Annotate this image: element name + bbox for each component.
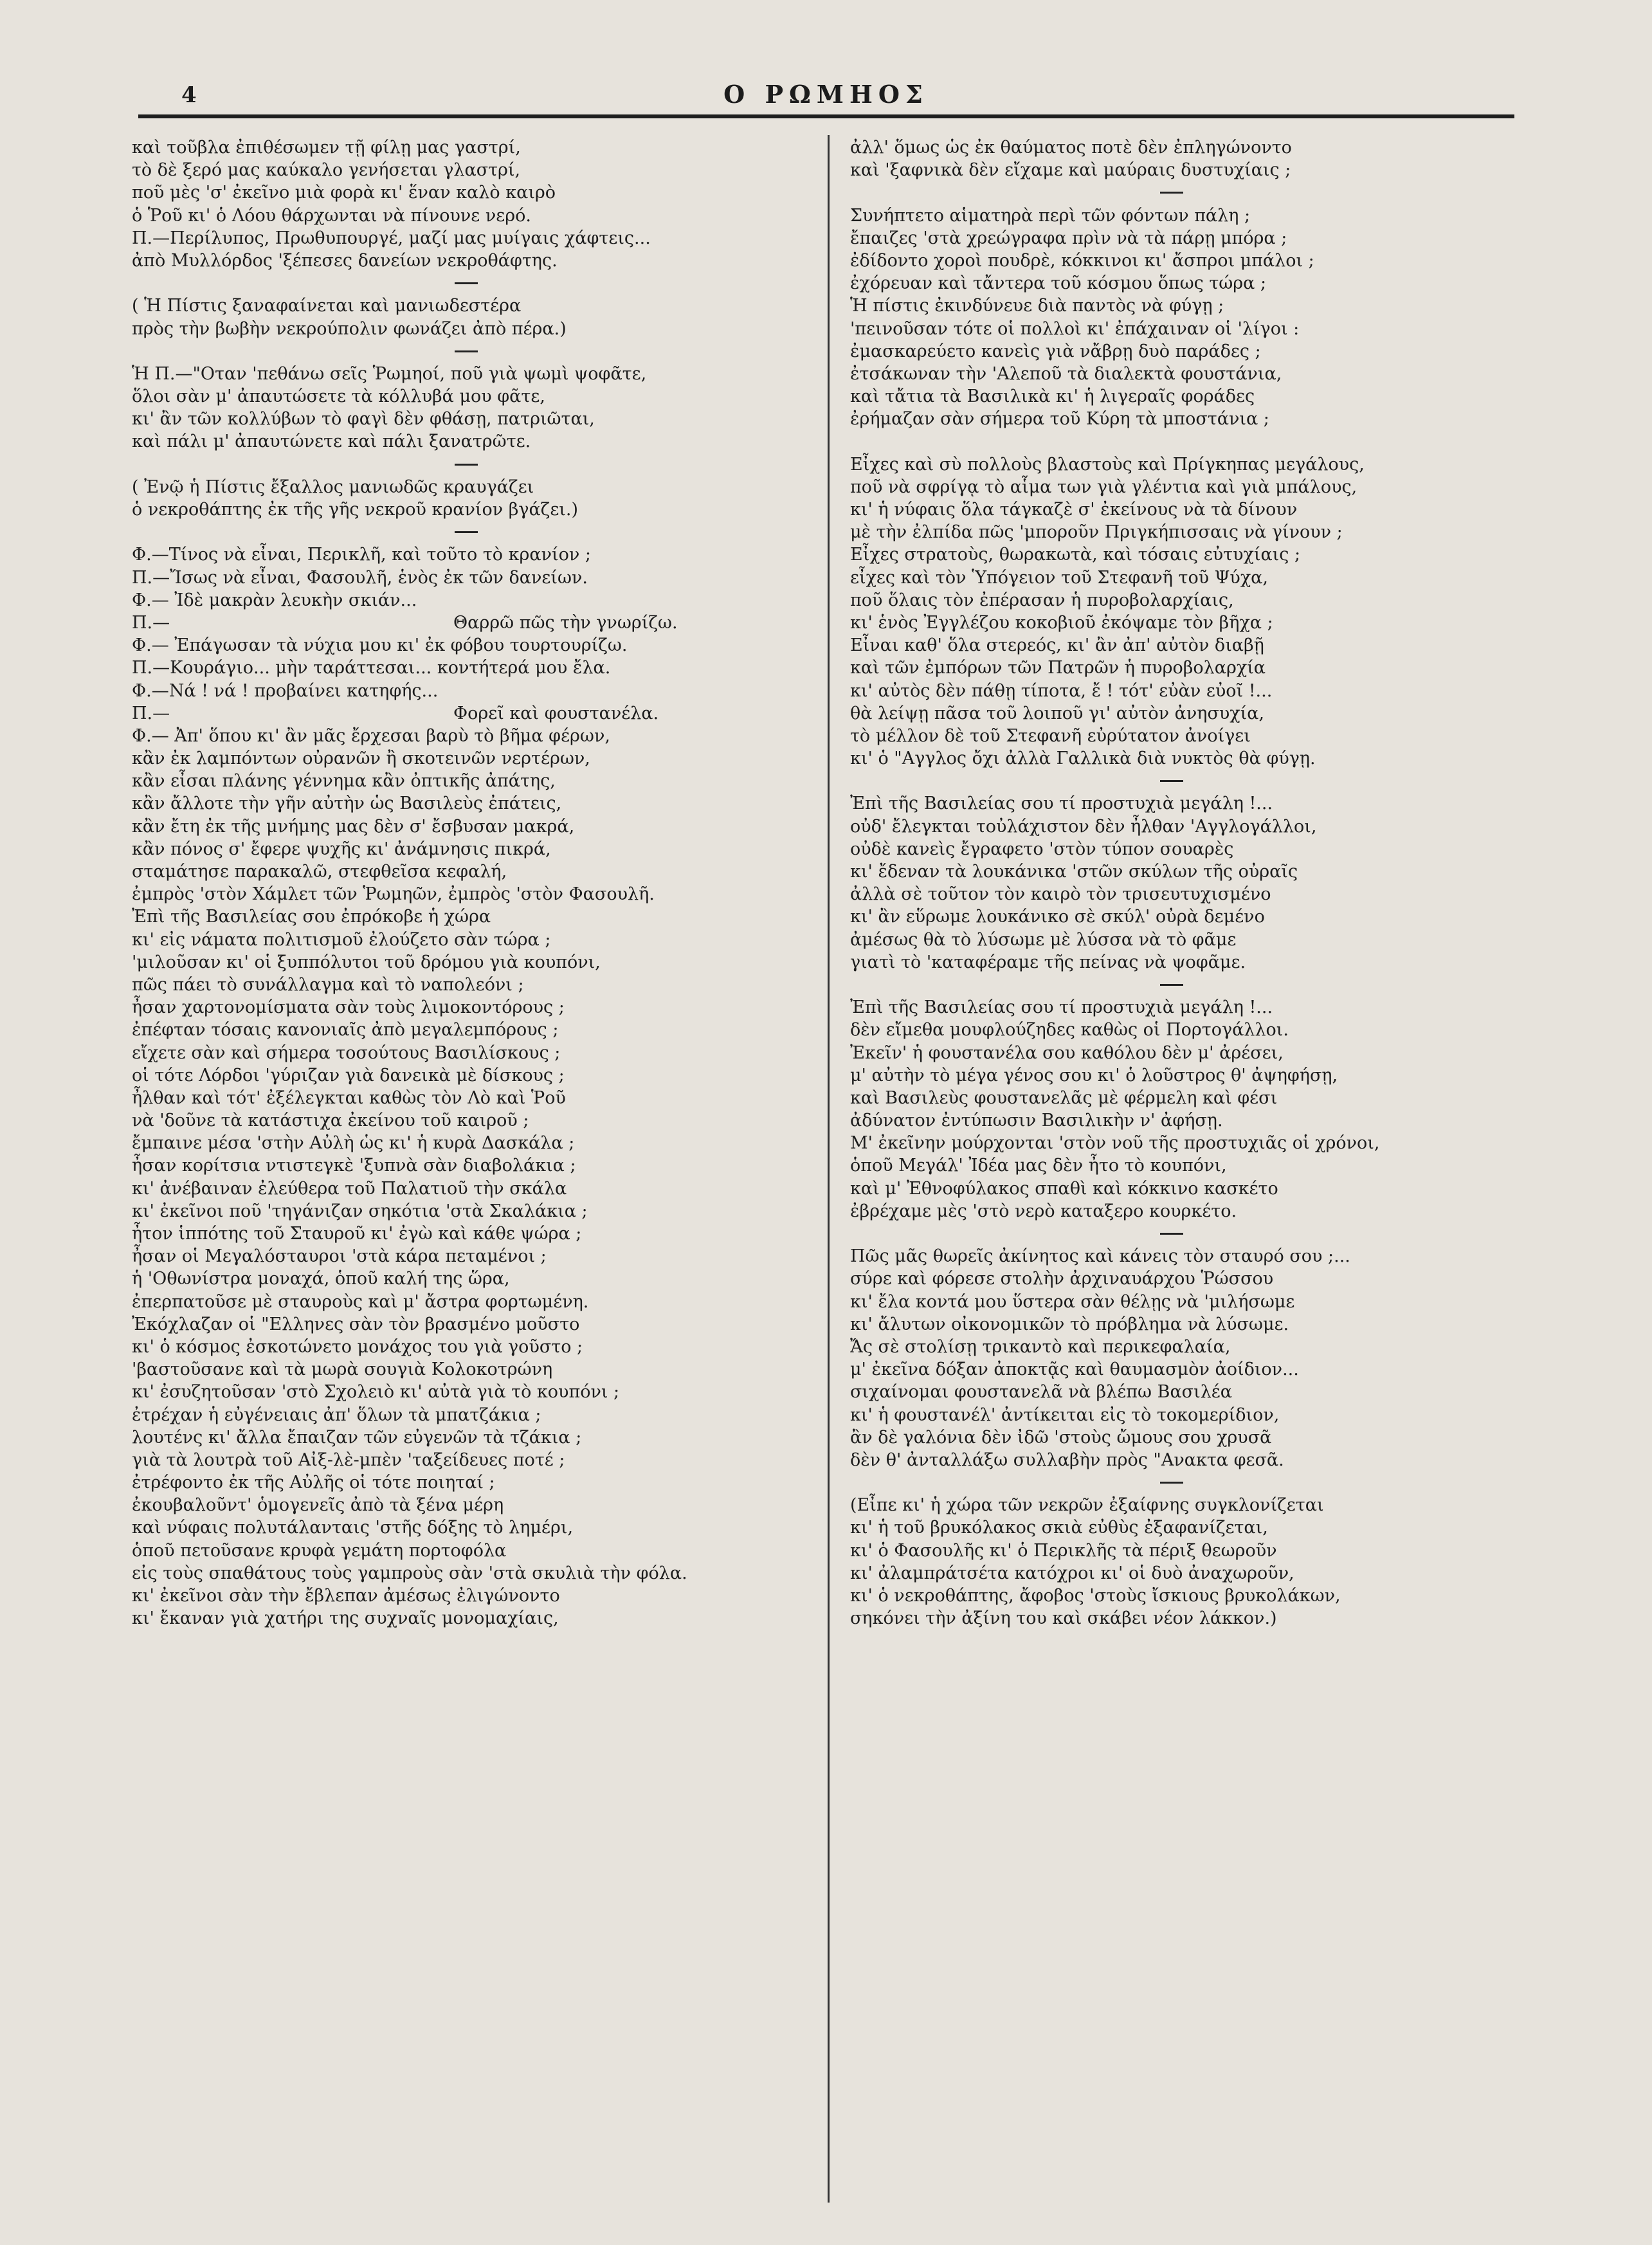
section-separator: [850, 1471, 1493, 1494]
dialogue-text: Θαρρῶ πῶς τὴν γνωρίζω.: [453, 612, 678, 633]
verse-line: πῶς πάει τὸ συνάλλαγμα καὶ τὸ ναπολεόνι ;: [132, 974, 524, 995]
verse-line: ἐχόρευαν καὶ τἄντερα τοῦ κόσμου ὅπως τώρα ;: [850, 273, 1267, 294]
verse-line: ἐδίδοντο χοροὶ πουδρὲ, κόκκινοι κι' ἄσπροι μπάλοι ;: [850, 250, 1314, 271]
verse-line: σύρε καὶ φόρεσε στολὴν ἀρχιναυάρχου Ῥώσσου: [850, 1269, 1274, 1289]
verse-line: Φ.—Νά ! νά ! προβαίνει κατηφής...: [132, 680, 439, 701]
verse-line: κι' ἑνὸς Ἐγγλέζου κοκοβιοῦ ἐκόψαμε τὸν βῆχα ;: [850, 612, 1273, 633]
verse-line: ἂν δὲ γαλόνια δὲν ἰδῶ 'στοὺς ὤμους σου χρυσᾶ: [850, 1427, 1272, 1448]
verse-line: κἂν ἔτη ἐκ τῆς μνήμης μας δὲν σ' ἔσβυσαν μακρά,: [132, 816, 575, 837]
section-separator: [132, 453, 801, 476]
verse-line: μ' αὐτὴν τὸ μέγα γένος σου κι' ὁ λοῦστρος θ' ἀψηφήσῃ,: [850, 1065, 1338, 1086]
verse-line: κι' ἔκαναν γιὰ χατήρι της συχναῖς μονομαχίαις,: [132, 1608, 559, 1629]
verse-line: κἂν πόνος σ' ἔφερε ψυχῆς κι' ἀνάμνησις πικρά,: [132, 839, 551, 859]
verse-line: 'πεινοῦσαν τότε οἱ πολλοὶ κι' ἐπάχαιναν οἱ 'λίγοι :: [850, 318, 1300, 339]
verse-line: καὶ τἄτια τὰ Βασιλικὰ κι' ἡ λιγεραῖς φοράδες: [850, 386, 1255, 407]
verse-line: ἀπὸ Μυλλόρδος 'ξέπεσες δανείων νεκροθάφτης.: [132, 250, 558, 271]
right-column: [850, 136, 1493, 1630]
verse-line: Εἶχες στρατοὺς, θωρακωτὰ, καὶ τόσαις εὐτυχίαις ;: [850, 545, 1301, 565]
verse-line: κι' αὐτὸς δὲν πάθῃ τίποτα, ἔ ! τότ' εὐὰν εὐοῖ !...: [850, 680, 1273, 701]
verse-line: ἀμέσως θὰ τὸ λύσωμε μὲ λύσσα νὰ τὸ φᾶμε: [850, 929, 1237, 950]
dialogue-text: Φορεῖ καὶ φουστανέλα.: [453, 703, 659, 723]
page-number: 4: [181, 82, 197, 108]
masthead-title: Ο ΡΩΜΗΟΣ: [723, 80, 929, 109]
verse-line: τὸ μέλλον δὲ τοῦ Στεφανῆ εὐρύτατον ἀνοίγει: [850, 725, 1251, 746]
verse-line: ἀλλ' ὅμως ὡς ἐκ θαύματος ποτὲ δὲν ἐπληγώνοντο: [850, 138, 1292, 158]
section-separator: [132, 340, 801, 363]
verse-line: ὁ Ῥοῦ κι' ὁ Λόου θάρχωνται νὰ πίνουνε νερό.: [132, 205, 531, 226]
verse-line: Ἡ Π.—"Οταν 'πεθάνω σεῖς Ῥωμηοί, ποῦ γιὰ ψωμὶ ψοφᾶτε,: [132, 363, 647, 384]
verse-line: ἦσαν οἱ Μεγαλόσταυροι 'στὰ κάρα πεταμένοι ;: [132, 1246, 547, 1267]
verse-line: Ἡ πίστις ἐκινδύνευε διὰ παντὸς νὰ φύγῃ ;: [850, 296, 1224, 316]
verse-line: (Εἶπε κι' ἡ χώρα τῶν νεκρῶν ἐξαίφνης συγκλονίζεται: [850, 1495, 1324, 1516]
verse-line: σηκόνει τὴν ἀξίνη του καὶ σκάβει νέον λάκκον.): [850, 1608, 1277, 1629]
section-separator: [850, 181, 1493, 204]
verse-line: Φ.—Τίνος νὰ εἶναι, Περικλῆ, καὶ τοῦτο τὸ κρανίον ;: [132, 545, 591, 565]
verse-line: ἐπερπατοῦσε μὲ σταυροὺς καὶ μ' ἄστρα φορτωμένη.: [132, 1291, 589, 1312]
verse-line: εἴχετε σὰν καὶ σήμερα τοσούτους Βασιλίσκους ;: [132, 1042, 561, 1063]
verse-line: ἔπαιζες 'στὰ χρεώγραφα πρὶν νὰ τὰ πάρῃ μπόρα ;: [850, 228, 1287, 248]
section-separator: [850, 770, 1493, 792]
verse-line: οὐδὲ κανεὶς ἔγραφετο 'στὸν τύπον σουαρὲς: [850, 839, 1234, 859]
verse-line: κι' ἀνέβαιναν ἐλεύθερα τοῦ Παλατιοῦ τὴν σκάλα: [132, 1178, 567, 1199]
verse-line: κι' ἐκεῖνοι σὰν τὴν ἔβλεπαν ἀμέσως ἐλιγώνοντο: [132, 1586, 560, 1606]
verse-line: Ἐκεῖν' ἡ φουστανέλα σου καθόλου δὲν μ' ἀρέσει,: [850, 1042, 1284, 1063]
verse-line: Ἐπὶ τῆς Βασιλείας σου τί προστυχιὰ μεγάλη !...: [850, 997, 1273, 1018]
verse-line: Μ' ἐκεῖνην μούρχονται 'στὸν νοῦ τῆς προστυχιᾶς οἱ χρόνοι,: [850, 1133, 1380, 1154]
left-column: [132, 136, 801, 1630]
verse-line: σταμάτησε παρακαλῶ, στεφθεῖσα κεφαλή,: [132, 862, 507, 882]
verse-line: κι' ἂν εὕρωμε λουκάνικο σὲ σκύλ' οὐρὰ δεμένο: [850, 907, 1265, 927]
verse-line: κι' ὁ νεκροθάπτης, ἄφοβος 'στοὺς ἴσκιους βρυκολάκων,: [850, 1586, 1341, 1606]
verse-line: κι' ἔλα κοντά μου ὕστερα σὰν θέλῃς νὰ 'μιλήσωμε: [850, 1291, 1295, 1312]
verse-line: κἂν ἄλλοτε τὴν γῆν αὐτὴν ὡς Βασιλεὺς ἐπάτεις,: [132, 794, 562, 814]
verse-line: Εἶναι καθ' ὅλα στερεός, κι' ἂν ἀπ' αὐτὸν διαβῇ: [850, 635, 1264, 656]
verse-line: καὶ νύφαις πολυτάλανταις 'στῆς δόξης τὸ λημέρι,: [132, 1518, 574, 1538]
verse-line: 'μιλοῦσαν κι' οἱ ξυππόλυτοι τοῦ δρόμου γιὰ κουπόνι,: [132, 952, 601, 972]
verse-line: ( Ἐνῷ ἡ Πίστις ἔξαλλος μανιωδῶς κραυγάζει: [132, 477, 534, 497]
verse-line: ἦσαν κορίτσια ντιστεγκὲ 'ξυπνὰ σὰν διαβολάκια ;: [132, 1156, 576, 1176]
verse-line: λουτένς κι' ἄλλα ἔπαιζαν τῶν εὐγενῶν τὰ τζάκια ;: [132, 1427, 582, 1448]
verse-line: Π.—Ἴσως νὰ εἶναι, Φασουλῆ, ἑνὸς ἐκ τῶν δανείων.: [132, 567, 588, 588]
verse-line: καὶ τῶν ἐμπόρων τῶν Πατρῶν ἡ πυροβολαρχία: [850, 658, 1266, 678]
verse-line: γιατὶ τὸ 'καταφέραμε τῆς πείνας νὰ ψοφᾶμε.: [850, 952, 1246, 972]
verse-line: ἐμασκαρεύετο κανεὶς γιὰ νἄβρῃ δυὸ παράδες ;: [850, 341, 1261, 361]
verse-line: ἔμπαινε μέσα 'στὴν Αὐλὴ ὡς κι' ἡ κυρὰ Δασκάλα ;: [132, 1133, 575, 1154]
verse-line: καὶ Βασιλεὺς φουστανελᾶς μὲ φέρμελη καὶ φέσι: [850, 1087, 1278, 1108]
stanza-gap: [850, 430, 1493, 453]
verse-line: ὁποῦ Μεγάλ' Ἰδέα μας δὲν ἦτο τὸ κουπόνι,: [850, 1156, 1227, 1176]
verse-line: Φ.— Ἀπ' ὅπου κι' ἂν μᾶς ἔρχεσαι βαρὺ τὸ βῆμα φέρων,: [132, 725, 610, 746]
verse-line: ὁποῦ πετοῦσανε κρυφὰ γεμάτη πορτοφόλα: [132, 1540, 507, 1561]
verse-line: ποῦ ὅλαις τὸν ἐπέρασαν ἡ πυροβολαρχίαις,: [850, 590, 1234, 610]
verse-line: κι' ἄλυτων οἰκονομικῶν τὸ πρόβλημα νὰ λύσωμε.: [850, 1314, 1289, 1334]
verse-line: κι' ἐσυζητοῦσαν 'στὸ Σχολειὸ κι' αὐτὰ γιὰ τὸ κουπόνι ;: [132, 1382, 620, 1403]
verse-line: κι' ἀλαμπράτσέτα κατόχροι κι' οἱ δυὸ ἀναχωροῦν,: [850, 1563, 1294, 1583]
verse-line: οὐδ' ἔλεγκται τοὐλάχιστον δὲν ἦλθαν 'Αγγλογάλλοι,: [850, 816, 1317, 837]
verse-line: κι' ἡ νύφαις ὅλα τάγκαζὲ σ' ἐκείνους νὰ τὰ δίνουν: [850, 500, 1298, 520]
verse-line: κι' ὁ "Αγγλος ὄχι ἀλλὰ Γαλλικὰ διὰ νυκτὸς θὰ φύγῃ.: [850, 749, 1316, 769]
verse-line: ὅλοι σὰν μ' ἀπαυτώσετε τὰ κόλλυβά μου φᾶτε,: [132, 386, 545, 407]
verse-line: ἐτρέφοντο ἐκ τῆς Αὐλῆς οἱ τότε ποιηταί ;: [132, 1473, 495, 1493]
verse-line: Π.—Κουράγιο... μὴν ταράττεσαι... κοντήτερά μου ἔλα.: [132, 658, 611, 678]
verse-line: ἀλλὰ σὲ τοῦτον τὸν καιρὸ τὸν τρισευτυχισμένο: [850, 884, 1271, 905]
verse-line: 'βαστοῦσανε καὶ τὰ μωρὰ σουγιὰ Κολοκοτρώνη: [132, 1359, 553, 1380]
verse-line: τὸ δὲ ξερό μας καύκαλο γενήσεται γλαστρί,: [132, 160, 521, 181]
verse-line: ἐπέφταν τόσαις κανονιαῖς ἀπὸ μεγαλεμπόρους ;: [132, 1020, 559, 1041]
verse-line: Φ.— Ἰδὲ μακρὰν λευκὴν σκιάν...: [132, 590, 417, 610]
verse-line: ἦλθαν καὶ τότ' ἐξέλεγκται καθὼς τὸν Λὸ καὶ Ῥοῦ: [132, 1087, 566, 1108]
verse-line: κἂν εἶσαι πλάνης γέννημα κἂν ὀπτικῆς ἀπάτης,: [132, 771, 556, 792]
verse-line: πρὸς τὴν βωβὴν νεκρούπολιν φωνάζει ἀπὸ πέρα.): [132, 318, 567, 339]
verse-line: Ἐκόχλαζαν οἱ "Ελληνες σὰν τὸν βρασμένο μοῦστο: [132, 1314, 580, 1334]
verse-line: κἂν ἐκ λαμπόντων οὐρανῶν ἢ σκοτεινῶν νερτέρων,: [132, 749, 590, 769]
verse-line: ἦτον ἱππότης τοῦ Σταυροῦ κι' ἐγὼ καὶ κάθε ψώρα ;: [132, 1224, 582, 1244]
verse-line: ὁ νεκροθάπτης ἐκ τῆς γῆς νεκροῦ κρανίον βγάζει.): [132, 500, 579, 520]
verse-line: κι' ἂν τῶν κολλύβων τὸ φαγὶ δὲν φθάσῃ, πατριῶται,: [132, 409, 595, 430]
header-rule: [138, 114, 1514, 118]
verse-line: ἦσαν χαρτονομίσματα σὰν τοὺς λιμοκοντόρους ;: [132, 997, 565, 1018]
section-separator: [850, 1222, 1493, 1245]
dialogue-line: [132, 702, 801, 725]
verse-line: κι' εἰς νάματα πολιτισμοῦ ἐλούζετο σὰν τώρα ;: [132, 929, 551, 950]
verse-line: οἱ τότε Λόρδοι 'γύριζαν γιὰ δανεικὰ μὲ δίσκους ;: [132, 1065, 565, 1086]
verse-line: νὰ 'δοῦνε τὰ κατάστιχα ἐκείνου τοῦ καιροῦ ;: [132, 1111, 529, 1131]
verse-line: Πῶς μᾶς θωρεῖς ἀκίνητος καὶ κάνεις τὸν σταυρό σου ;...: [850, 1246, 1350, 1267]
verse-line: Συνήπτετο αἱματηρὰ περὶ τῶν φόντων πάλη ;: [850, 205, 1251, 226]
verse-line: καὶ μ' Ἐθνοφύλακος σπαθὶ καὶ κόκκινο κασκέτο: [850, 1178, 1278, 1199]
section-separator: [132, 521, 801, 543]
speaker-label: Π.—: [132, 612, 170, 633]
verse-line: ἐκουβαλοῦντ' ὁμογενεῖς ἀπὸ τὰ ξένα μέρη: [132, 1495, 504, 1516]
verse-line: καὶ 'ξαφνικὰ δὲν εἴχαμε καὶ μαύραις δυστυχίαις ;: [850, 160, 1291, 181]
verse-line: καὶ πάλι μ' ἀπαυτώνετε καὶ πάλι ξανατρῶτε.: [132, 432, 531, 452]
verse-line: ἐβρέχαμε μὲς 'στὸ νερὸ καταξερο κουρκέτο.: [850, 1201, 1237, 1221]
verse-line: κι' ἐκεῖνοι ποῦ 'τηγάνιζαν σηκότια 'στὰ Σκαλάκια ;: [132, 1201, 588, 1221]
column-divider: [828, 135, 830, 2203]
verse-line: ἀδύνατον ἐντύπωσιν Βασιλικὴν ν' ἀφήσῃ.: [850, 1111, 1223, 1131]
verse-line: εἰς τοὺς σπαθάτους τοὺς γαμπροὺς σὰν 'στὰ σκυλιὰ τὴν φόλα.: [132, 1563, 687, 1583]
verse-line: καὶ τοῦβλα ἐπιθέσωμεν τῇ φίλῃ μας γαστρί,: [132, 138, 521, 158]
verse-line: ἐρήμαζαν σὰν σήμερα τοῦ Κύρη τὰ μποστάνια ;: [850, 409, 1269, 430]
verse-line: ποῦ μὲς 'σ' ἐκεῖνο μιὰ φορὰ κι' ἕναν καλὸ καιρὸ: [132, 183, 556, 203]
section-separator: [132, 272, 801, 295]
verse-line: σιχαίνομαι φουστανελᾶ νὰ βλέπω Βασιλέα: [850, 1382, 1233, 1403]
verse-line: κι' ὁ κόσμος ἐσκοτώνετο μονάχος του γιὰ γοῦστο ;: [132, 1336, 583, 1357]
verse-line: μὲ τὴν ἐλπίδα πῶς 'μποροῦν Πριγκήπισσαις νὰ γίνουν ;: [850, 522, 1343, 543]
verse-line: ἐτρέχαν ἡ εὐγένειαις ἀπ' ὅλων τὰ μπατζάκια ;: [132, 1404, 541, 1425]
verse-line: κι' ἡ τοῦ βρυκόλακος σκιὰ εὐθὺς ἐξαφανίζεται,: [850, 1518, 1268, 1538]
verse-line: Ἐπὶ τῆς Βασιλείας σου ἐπρόκοβε ἡ χώρα: [132, 907, 491, 927]
verse-line: κι' ἔδεναν τὰ λουκάνικα 'στῶν σκύλων τῆς οὐραῖς: [850, 862, 1298, 882]
verse-line: ἐτσάκωναν τὴν 'Αλεποῦ τὰ διαλεκτὰ φουστάνια,: [850, 363, 1282, 384]
verse-line: θὰ λείψῃ πᾶσα τοῦ λοιποῦ γι' αὐτὸν ἀνησυχία,: [850, 703, 1265, 723]
verse-line: Φ.— Ἐπάγωσαν τὰ νύχια μου κι' ἐκ φόβου τουρτουρίζω.: [132, 635, 628, 656]
verse-line: ἡ 'Οθωνίστρα μοναχά, ὁποῦ καλή της ὥρα,: [132, 1269, 510, 1289]
verse-line: Π.—Περίλυπος, Πρωθυπουργέ, μαζί μας μυίγαις χάφτεις...: [132, 228, 651, 248]
verse-line: δὲν θ' ἀνταλλάξω συλλαβὴν πρὸς "Ανακτα φεσᾶ.: [850, 1450, 1284, 1470]
verse-line: Ἐπὶ τῆς Βασιλείας σου τί προστυχιὰ μεγάλη !...: [850, 794, 1273, 814]
verse-line: κι' ἡ φουστανέλ' ἀντίκειται εἰς τὸ τοκομερίδιον,: [850, 1404, 1280, 1425]
verse-line: ἐμπρὸς 'στὸν Χάμλετ τῶν Ῥωμηῶν, ἐμπρὸς 'στὸν Φασουλῆ.: [132, 884, 655, 905]
verse-line: ( Ἡ Πίστις ξαναφαίνεται καὶ μανιωδεστέρα: [132, 296, 522, 316]
verse-line: Ἄς σὲ στολίσῃ τρικαντὸ καὶ περικεφαλαία,: [850, 1336, 1231, 1357]
speaker-label: Π.—: [132, 703, 170, 723]
verse-line: κι' ὁ Φασουλῆς κι' ὁ Περικλῆς τὰ πέριξ θεωροῦν: [850, 1540, 1277, 1561]
verse-line: εἶχες καὶ τὸν Ὑπόγειον τοῦ Στεφανῆ τοῦ Ψύχα,: [850, 567, 1268, 588]
verse-line: δὲν εἴμεθα μουφλούζηδες καθὼς οἱ Πορτογάλλοι.: [850, 1020, 1289, 1041]
verse-line: γιὰ τὰ λουτρὰ τοῦ Αἰξ-λὲ-μπὲν 'ταξείδευες ποτέ ;: [132, 1450, 565, 1470]
section-separator: [850, 974, 1493, 996]
dialogue-line: [132, 612, 801, 634]
verse-line: μ' ἐκεῖνα δόξαν ἀποκτᾷς καὶ θαυμασμὸν ἀοίδιον...: [850, 1359, 1299, 1380]
verse-line: ποῦ νὰ σφρίγᾳ τὸ αἷμα των γιὰ γλέντια καὶ γιὰ μπάλους,: [850, 477, 1357, 497]
verse-line: Εἶχες καὶ σὺ πολλοὺς βλαστοὺς καὶ Πρίγκηπας μεγάλους,: [850, 454, 1365, 475]
